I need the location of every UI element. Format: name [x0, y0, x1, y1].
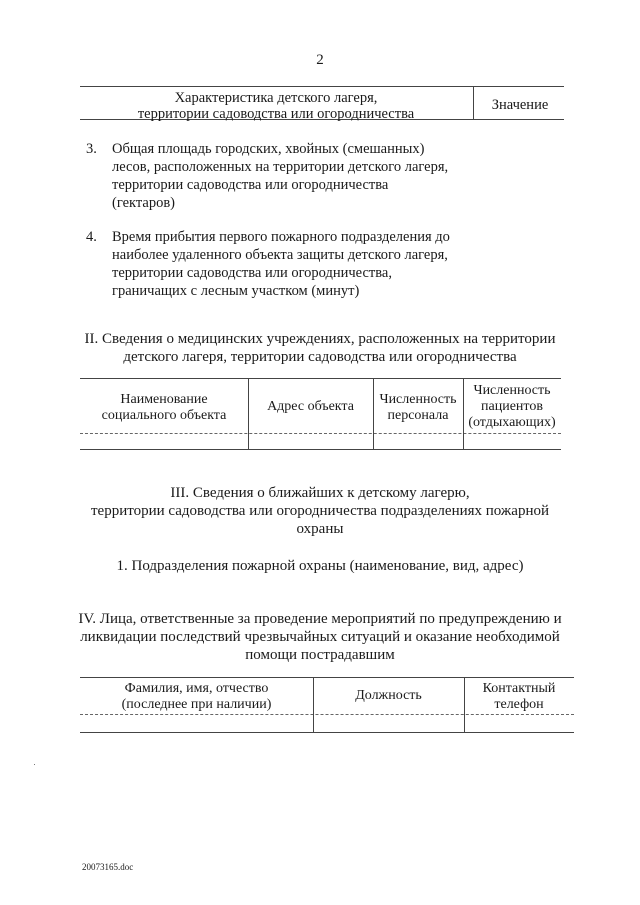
column-header-address: Адрес объекта	[267, 399, 354, 414]
section3-item1: 1. Подразделения пожарной охраны (наименование, вид, адрес)	[116, 558, 524, 574]
document-filename: 20073165.doc	[82, 862, 134, 872]
column-header-full-name: Фамилия, имя, отчество (последнее при наличии)	[121, 681, 272, 712]
column-header-position: Должность	[355, 688, 422, 703]
section4-title: IV. Лица, ответственные за проведение мероприятий по предупреждению и ликвидации последствий чрезвычайных ситуаций и оказание необходимой помощи пострадавшим	[78, 611, 562, 663]
column-header-staff-count: Численность персонала	[379, 392, 457, 423]
responsible-persons-table	[80, 677, 574, 732]
table1-column-divider	[473, 86, 474, 119]
medical-institutions-table	[80, 378, 561, 449]
table1-header-value: Значение	[491, 97, 549, 113]
table1-top-border	[80, 86, 564, 87]
column-header-phone: Контактный телефон	[482, 681, 556, 712]
page-number: 2	[316, 52, 324, 68]
section2-title: II. Сведения о медицинских учреждениях, расположенных на территории детского лагеря, территории садоводства или огородничества	[84, 331, 556, 365]
column-header-patients-count: Численность пациентов (отдыхающих)	[468, 383, 556, 430]
column-header-name: Наименование социального объекта	[101, 392, 227, 423]
table1-header-characteristic: Характеристика детского лагеря, территории садоводства или огородничества	[137, 90, 415, 122]
section3-title: III. Сведения о ближайших к детскому лагерю, территории садоводства или огородничества подразделениях пожарной охраны	[90, 485, 550, 537]
scan-speck	[34, 764, 35, 765]
